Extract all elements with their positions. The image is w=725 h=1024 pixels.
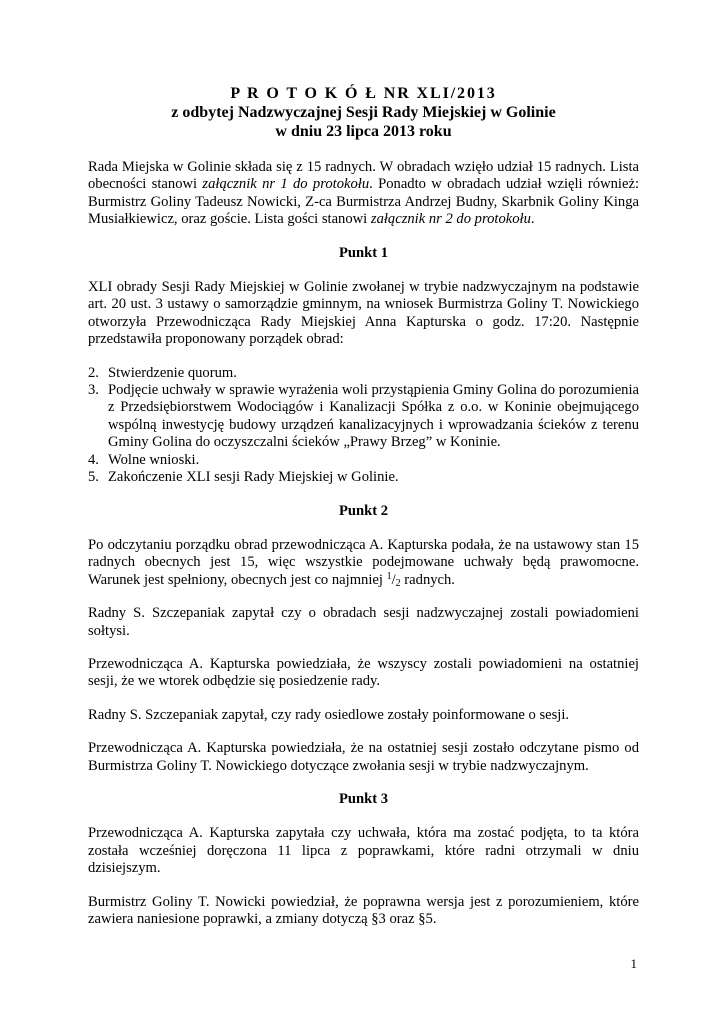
agenda-item <box>88 469 639 486</box>
punkt-3-paragraph-2: Burmistrz Goliny T. Nowicki powiedział, że poprawna wersja jest z porozumieniem, które zawiera naniesione poprawki, a zmiany dotyczą §3 oraz §5. <box>88 893 639 927</box>
agenda-item-number: 4. <box>88 451 99 468</box>
punkt-1-paragraph: XLI obrady Sesji Rady Miejskiej w Golinie zwołanej w trybie nadzwyczajnym na podstawie art. 20 ust. 3 ustawy o samorządzie gminnym, na wniosek Burmistrza Goliny T. Nowickiego otworzyła Przewodnicząca Rady Miejskiej Anna Kapturska o godz. 17:20. Następnie przedstawiła proponowany porządek obrad: <box>88 279 639 348</box>
punkt-3-paragraph-1: Przewodnicząca A. Kapturska zapytała czy uchwała, która ma zostać podjęta, to ta która została wcześniej doręczona 11 lipca z poprawkami, które radni otrzymali w dniu dzisiejszym. <box>88 825 639 877</box>
agenda-item-text: Zakończenie XLI sesji Rady Miejskiej w Golinie. <box>108 469 399 486</box>
page-number: 1 <box>630 956 637 971</box>
punkt-2-paragraph-1: Po odczytaniu porządku obrad przewodnicząca A. Kapturska podała, że na ustawowy stan 15 radnych obecnych jest 15, więc wszystkie podejmowane uchwały będą prawomocne. Warunek jest spełniony, obecnych jest co najmniej $^1/_2$ radnych. <box>88 536 639 589</box>
intro-text-2: . Ponadto w obradach udział wzięli również: Burmistrz Goliny Tadeusz Nowicki, Z-ca Burmistrza Andrzej Budny, Skarbnik Goliny Kinga Musiałkiewicz, oraz goście. Lista gości stanowi <box>88 176 639 228</box>
intro-text-3: . <box>530 211 535 228</box>
agenda-item <box>88 382 639 452</box>
punkt-2-heading: Punkt 2 <box>338 502 389 519</box>
punkt-2-paragraph-3: Przewodnicząca A. Kapturska powiedziała, że wszyscy zostali powiadomieni na ostatniej sesji, że we wtorek odbędzie się posiedzenie rady. <box>88 655 639 690</box>
agenda-item-text: Podjęcie uchwały w sprawie wyrażenia woli przystąpienia Gminy Golina do porozumienia z Przedsiębiorstwem Wodociągów i Kanalizacji Spółka z o.o. w Koninie obejmującego wspólną inwestycję budowy urządzeń kanalizacyjnych i wprowadzania ścieków z terenu Gminy Golina do oczyszczalni ścieków „Prawy Brzeg” w Koninie. <box>108 382 639 451</box>
punkt-2-paragraph-2: Radny S. Szczepaniak zapytał czy o obradach sesji nadzwyczajnej zostali powiadomieni sołtysi. <box>88 605 639 639</box>
punkt-2-paragraph-4: Radny S. Szczepaniak zapytał, czy rady osiedlowe zostały poinformowane o sesji. <box>88 706 570 723</box>
agenda-item <box>88 365 639 382</box>
document-page <box>88 84 639 944</box>
agenda-item-text: Stwierdzenie quorum. <box>108 364 237 381</box>
agenda-item-number: 2. <box>88 364 99 381</box>
agenda-item-number: 5. <box>88 469 99 486</box>
agenda-list <box>88 365 639 487</box>
document-header <box>88 84 639 141</box>
document-subtitle: z odbytej Nadzwyczajnej Sesji Rady Miejskiej w Golinie <box>171 104 556 121</box>
intro-paragraph <box>88 159 639 229</box>
document-title: P R O T O K Ó Ł NR XLI/2013 <box>230 85 497 102</box>
quorum-text: Po odczytaniu porządku obrad przewodnicząca A. Kapturska podała, że na ustawowy stan 15 radnych obecnych jest 15, więc wszystkie podejmowane uchwały będą prawomocne. Warunek jest spełniony, obecnych jest co najmniej <box>88 536 639 588</box>
agenda-item <box>88 452 639 469</box>
agenda-item-text: Wolne wnioski. <box>108 451 200 468</box>
attachment-1-ref: załącznik nr 1 do protokołu <box>202 176 370 193</box>
attachment-2-ref: załącznik nr 2 do protokołu <box>370 211 531 228</box>
punkt-3-heading: Punkt 3 <box>338 790 389 807</box>
fraction-denominator: 2 <box>395 577 401 589</box>
document-date: w dniu 23 lipca 2013 roku <box>275 123 452 140</box>
fraction-numerator: 1 <box>386 570 392 582</box>
punkt-1-heading: Punkt 1 <box>338 244 389 261</box>
intro-text-1: Rada Miejska w Golinie składa się z 15 radnych. W obradach wzięło udział 15 radnych. Lista obecności stanowi <box>88 159 639 193</box>
punkt-2-paragraph-5: Przewodnicząca A. Kapturska powiedziała, że na ostatniej sesji zostało odczytane pismo od Burmistrza Goliny T. Nowickiego dotyczące zwołania sesji w trybie nadzwyczajnym. <box>88 740 639 774</box>
quorum-tail: radnych. <box>400 571 455 588</box>
agenda-item-number: 3. <box>88 382 99 399</box>
